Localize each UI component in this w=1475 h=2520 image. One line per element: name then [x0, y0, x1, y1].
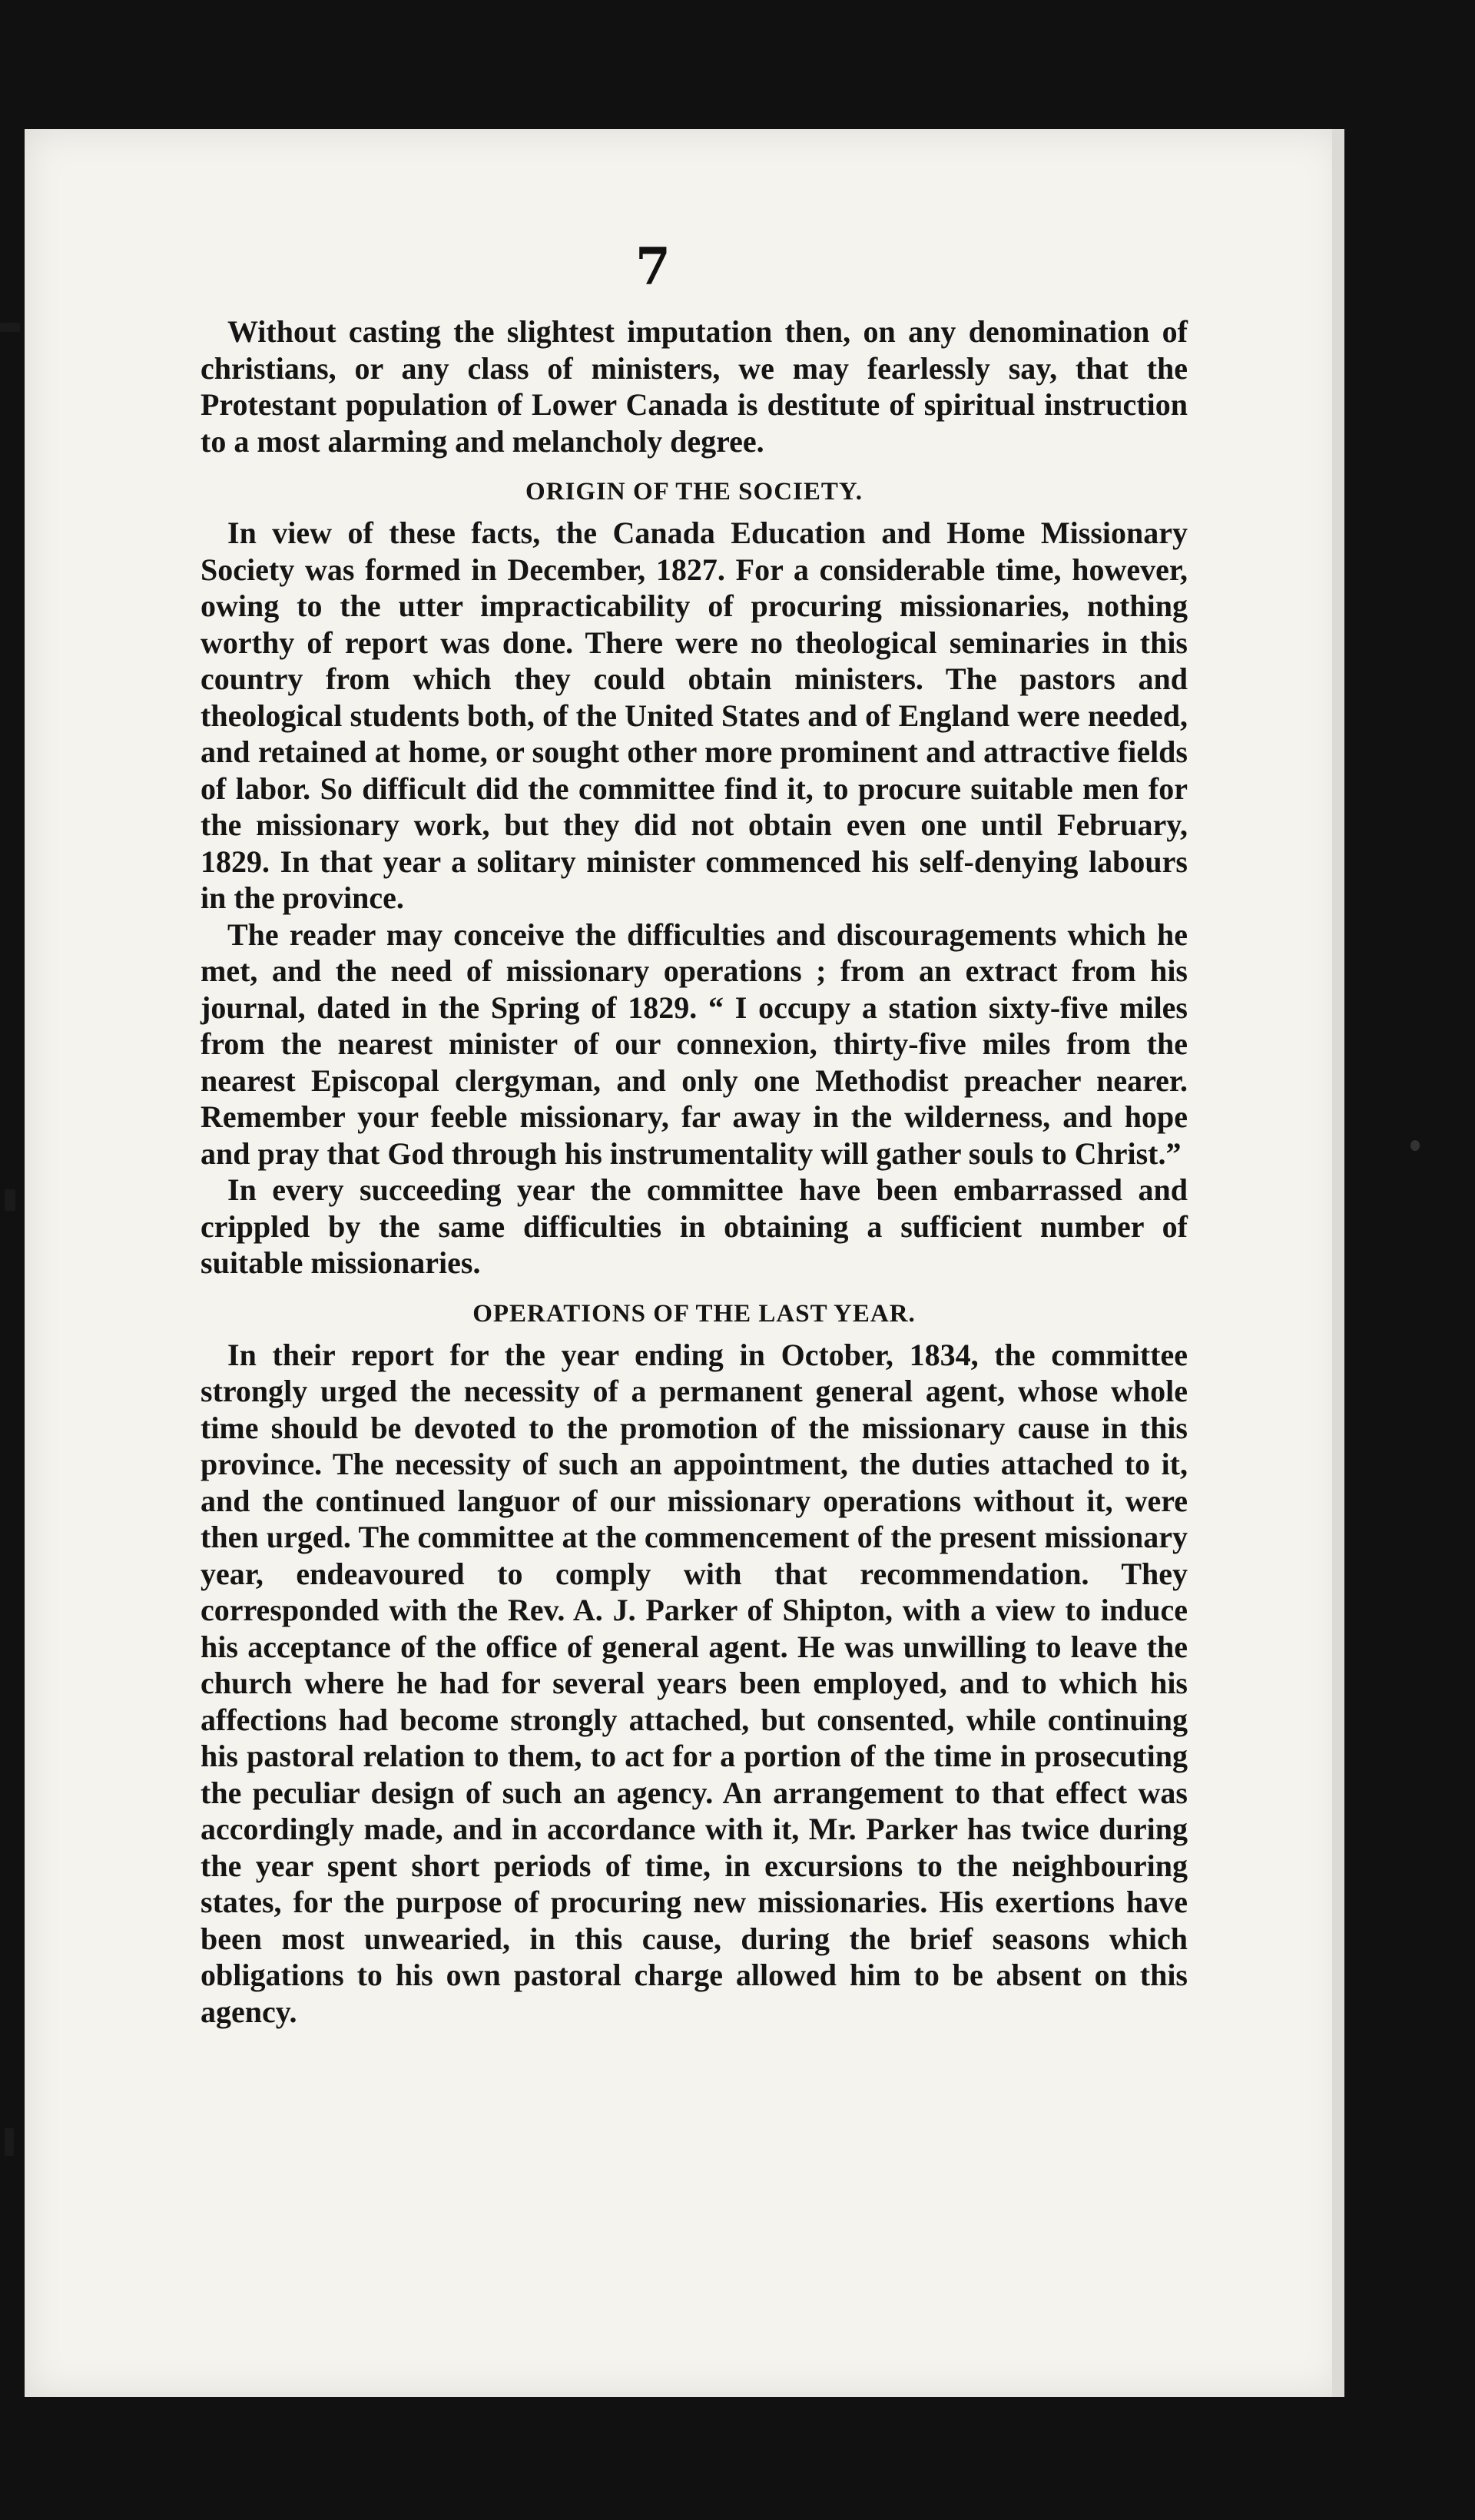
paragraph-succeeding-years: In every succeeding year the committee have been embarrassed and crippled by the same difficulties in obtaining a sufficient number of suitable missionaries. — [201, 1172, 1188, 1280]
paragraph-operations: In their report for the year ending in October, 1834, the committee strongly urged the necessity of a permanent general agent, whose whole time should be devoted to the promotion of the missionary cause in this province. The necessity of such an appointment, the duties attached to it, and the continued languor of our missionary operations without it, were then urged. The committee at the commencement of the present missionary year, endeavoured to comply with that recommendation. They corresponded with the Rev. A. J. Parker of Shipton, with a view to induce his acceptance of the office of general agent. He was unwilling to leave the church where he had for several years been employed, and to which his affections had become strongly attached, but consented, while continuing his pastoral relation to them, to act for a portion of the time in prosecuting the peculiar design of such an agency. An arrangement to that effect was accordingly made, and in accordance with it, Mr. Parker has twice during the year spent short periods of time, in excursions to the neighbouring states, for the purpose of procuring new missionaries. His exertions have been most unwearied, in this cause, during the brief seasons which obligations to his own pastoral charge allowed him to be absent on this agency. — [201, 1337, 1188, 2029]
page-body — [201, 313, 1188, 2030]
book-page — [25, 129, 1344, 2397]
scan-speck — [1410, 1140, 1420, 1151]
scan-mark — [0, 323, 20, 332]
scan-mark — [5, 2128, 14, 2156]
page-number: 7 — [635, 237, 671, 297]
scan-mark — [5, 1189, 15, 1211]
heading-origin-of-society: ORIGIN OF THE SOCIETY. — [525, 478, 863, 506]
heading-operations-last-year: OPERATIONS OF THE LAST YEAR. — [472, 1299, 916, 1328]
paragraph-journal-extract: The reader may conceive the difficulties and discouragements which he met, and the need of missionary operations ; from an extract from his journal, dated in the Spring of 1829. “ I occupy a station sixty-five miles from the nearest minister of our connexion, thirty-five miles from the nearest Episcopal clergyman, and only one Methodist preacher nearer. Remember your feeble missionary, far away in the wilderness, and hope and pray that God through his instrumentality will gather souls to Christ.” — [201, 917, 1188, 1171]
page-edge — [1332, 129, 1344, 2397]
paragraph-origin: In view of these facts, the Canada Education and Home Missionary Society was formed in December, 1827. For a considerable time, however, owing to the utter impracticability of procuring missionaries, nothing worthy of report was done. There were no theological seminaries in this country from which they could obtain ministers. The pastors and theological students both, of the United States and of England were needed, and retained at home, or sought other more prominent and attractive fields of labor. So difficult did the committee find it, to procure suitable men for the missionary work, but they did not obtain even one until February, 1829. In that year a solitary minister commenced his self-denying labours in the province. — [201, 516, 1188, 915]
paragraph-intro: Without casting the slightest imputation then, on any denomination of christians, or any class of ministers, we may fearlessly say, that the Protestant population of Lower Canada is destitute of spiritual instruction to a most alarming and melancholy degree. — [201, 314, 1188, 459]
